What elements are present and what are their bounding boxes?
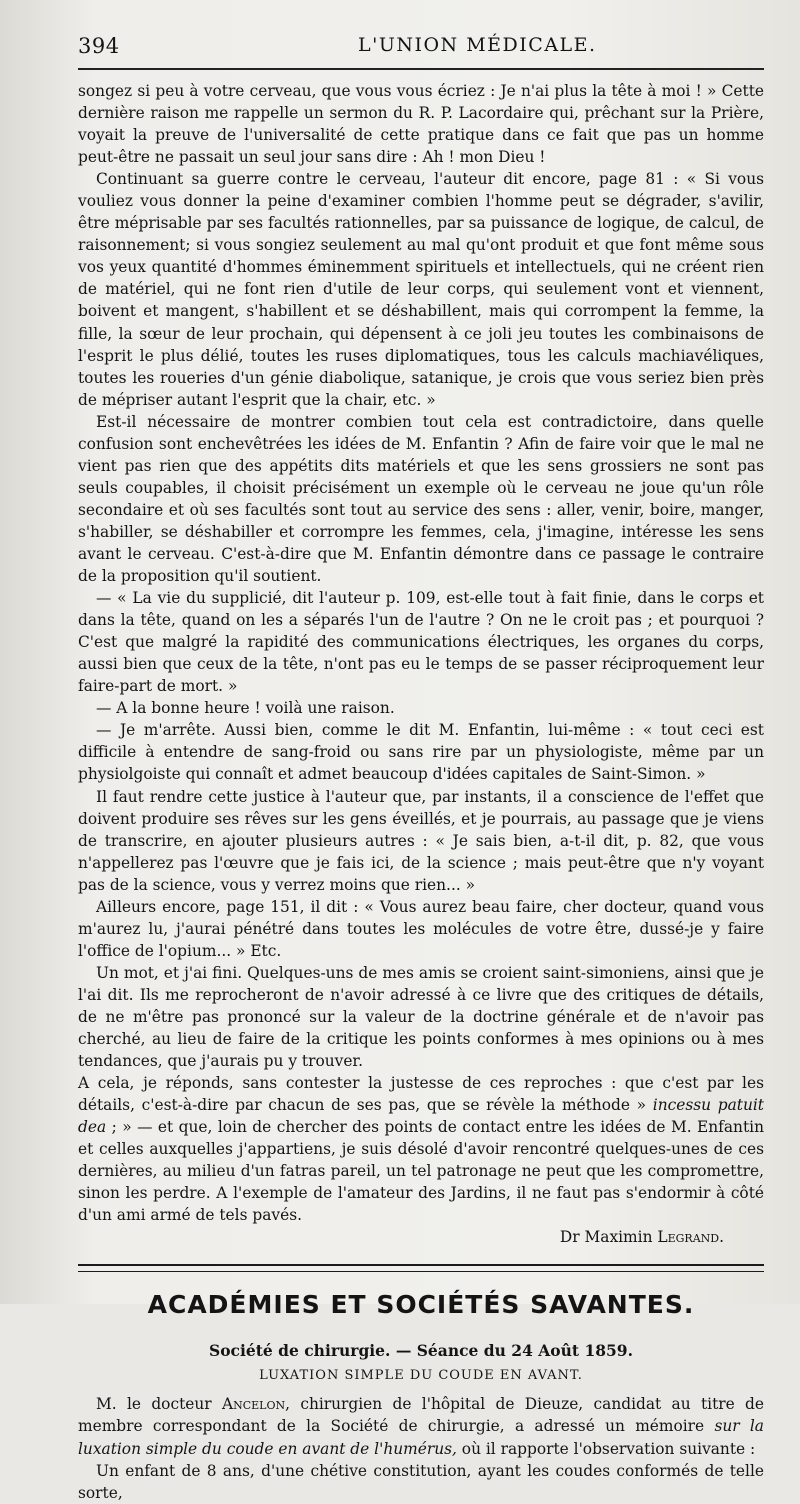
para1-a: M. le docteur [96, 1395, 222, 1414]
article-body [78, 80, 764, 1226]
author-name-ancelon: Ancelon [221, 1395, 286, 1414]
final-text-b: ; » — et que, loin de chercher des points de contact entre les idées de M. Enfantin et celles auxquelles j'appartiens, je suis désolé d'avoir rencontré quelques-unes de ces dernières, au milieu d'un fatras pareil, un tel patronage ne peut que les compromettre, sinon les perdre. A l'exemple de l'amateur des Jardins, il ne faut pas s'endormir à côté d'un ami armé de tels pavés. [78, 1118, 764, 1225]
article-paragraph: Un mot, et j'ai fini. Quelques-uns de mes amis se croient saint-simoniens, ainsi que je l'ai dit. Ils me reprocheront de n'avoir adressé à ce livre que des critiques de détails, de ne m'être pas prononcé sur la valeur de la doctrine générale et de n'avoir pas cherché, au lieu de faire de la critique les points conformes à mes opinions ou à mes tendances, que j'aurais pu y trouver. [78, 963, 764, 1071]
section-heading: ACADÉMIES ET SOCIÉTÉS SAVANTES. [147, 1290, 695, 1320]
para1-c: où il rapporte l'observation suivante : [456, 1439, 756, 1458]
article-paragraph: songez si peu à votre cerveau, que vous vous écriez : Je n'ai plus la tête à moi ! » Cette dernière raison me rappelle un sermon du R. P. Lacordaire qui, prêchant sur la Prière, voyait la preuve de l'universalité de cette pratique dans ce fait que pas un homme peut-être ne passait un seul jour sans dire : Ah ! mon Dieu ! [78, 82, 764, 167]
article-paragraph-final [78, 1072, 764, 1226]
latin-quote: incessu patuit dea [78, 1096, 764, 1137]
page-number: 394 [78, 34, 120, 58]
article-paragraph: — A la bonne heure ! voilà une raison. [96, 699, 395, 718]
section-paragraph: Un enfant de 8 ans, d'une chétive constitution, ayant les coudes conformés de telle sorte, [78, 1461, 764, 1502]
memoir-title: sur la luxation simple du coude en avant de l'humérus, [78, 1417, 764, 1458]
para1-b: , chirurgien de l'hôpital de Dieuze, candidat au titre de membre correspondant de la Société de chirurgie, a adressé un mémoire [78, 1395, 764, 1436]
article-paragraph: — Je m'arrête. Aussi bien, comme le dit M. Enfantin, lui-même : « tout ceci est difficile à entendre de sang-froid ou sans rire par un physiologiste, même par un physiolgoiste qui connaît et admet beaucoup d'idées capitales de Saint-Simon. » [78, 721, 764, 784]
section-paragraph [78, 1393, 764, 1459]
header-rule [78, 68, 764, 70]
section-divider [78, 1264, 764, 1272]
article-subheading: LUXATION SIMPLE DU COUDE EN AVANT. [259, 1368, 583, 1384]
section-body [78, 1393, 764, 1503]
final-text-a: A cela, je réponds, sans contester la justesse de ces reproches : que c'est par les détails, c'est-à-dire par chacun de ses pas, que se révèle la méthode » [78, 1074, 764, 1115]
article-paragraph: Continuant sa guerre contre le cerveau, l'auteur dit encore, page 81 : « Si vous vouliez vous donner la peine d'examiner combien l'homme peut se dégrader, s'avilir, être méprisable par ses facultés rationnelles, par sa puissance de logique, de calcul, de raisonnement; si vous songiez seulement au mal qu'ont produit et que font même sous vos yeux quantité d'hommes éminemment spirituels et intellectuels, qui ne créent rien de matériel, qui ne font rien d'utile de leur corps, qui seulement vont et viennent, boivent et mangent, s'habillent et se déshabillent, mais qui corrompent la femme, la fille, la sœur de leur prochain, qui dépensent à ce joli jeu toutes les combinaisons de l'esprit le plus délié, toutes les ruses diplomatiques, tous les calculs machiavéliques, toutes les roueries d'un génie diabolique, satanique, je crois que vous seriez bien près de mépriser autant l'esprit que la chair, etc. » [78, 170, 764, 409]
article-paragraph: Est-il nécessaire de montrer combien tout cela est contradictoire, dans quelle confusion sont enchevêtrées les idées de M. Enfantin ? Afin de faire voir que le mal ne vient pas rien que des appétits dits matériels et que les sens grossiers ne sont pas seuls coupables, il choisit précisément un exemple où le cerveau ne joue qu'un rôle secondaire et où ses facultés sont tout au service des sens : aller, venir, boire, manger, s'habiller, se déshabiller et corrompre les femmes, cela, j'imagine, intéresse les sens avant le cerveau. C'est-à-dire que M. Enfantin démontre dans ce passage le contraire de la proposition qu'il soutient. [78, 412, 764, 586]
author-signature [78, 1226, 724, 1248]
article-paragraph: Ailleurs encore, page 151, il dit : « Vous aurez beau faire, cher docteur, quand vous m'aurez lu, j'aurai pénétré dans toutes les molécules de votre être, dussé-je y faire l'office de l'opium... » Etc. [78, 897, 764, 960]
article-paragraph: — « La vie du supplicié, dit l'auteur p. 109, est-elle tout à fait finie, dans le corps et dans la tête, quand on les a séparés l'un de l'autre ? On ne le croit pas ; et pourquoi ? C'est que malgré la rapidité des communications électriques, les organes du corps, aussi bien que ceux de la tête, n'ont pas eu le temps de se passer réciproquement leur faire-part de mort. » [78, 589, 764, 696]
signature-name: Legrand. [657, 1228, 724, 1247]
session-line: Société de chirurgie. — Séance du 24 Août 1859. [209, 1341, 633, 1361]
page-header [78, 30, 764, 64]
signature-prefix: Dr Maximin [559, 1228, 653, 1247]
running-title: L'UNION MÉDICALE. [358, 34, 597, 56]
article-paragraph: Il faut rendre cette justice à l'auteur que, par instants, il a conscience de l'effet que doivent produire ses rêves sur les gens éveillés, et je pourrais, au passage que je viens de transcrire, en ajouter plusieurs autres : « Je sais bien, a-t-il dit, p. 82, que vous n'appellerez pas l'œuvre que je fais ici, de la science ; mais peut-être que n'y voyant pas de la science, vous y verrez moins que rien... » [78, 787, 764, 894]
